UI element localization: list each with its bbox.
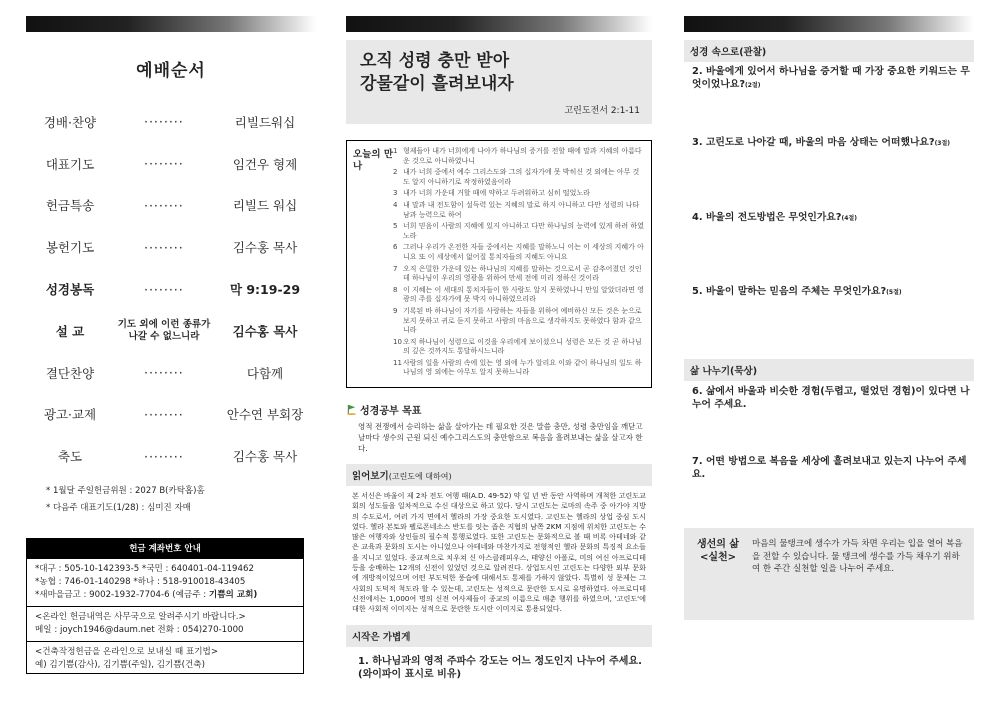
verse-text: 형제들아 내가 너희에게 나아가 하나님의 증거를 전할 때에 말과 지혜의 아름다운 것으로 아니하였나니 (403, 147, 642, 165)
verse-number: 9 (393, 306, 398, 315)
note-line: * 다음주 대표기도(1/28) : 심미진 자매 (46, 503, 191, 514)
verse-text: 이 지혜는 이 세대의 통치자들이 한 사람도 알지 못하였나니 만일 알았더라면 영광의 주를 십자가에 못 박지 아니하였으리라 (403, 285, 644, 304)
order-person: 임건우 형제 (232, 156, 298, 172)
order-role: 결단찬양 (45, 365, 95, 381)
building-offering-info (27, 641, 303, 676)
order-role: 성경봉독 (45, 282, 95, 298)
verse-number: 11 (393, 358, 402, 367)
order-dots: ⋅⋅⋅⋅⋅⋅⋅⋅ (144, 197, 184, 213)
verse-item (393, 307, 645, 336)
building-offering-title: <건축작정헌금을 온라인으로 보내실 때 표기법> (35, 647, 219, 657)
study-goal-title: 성경공부 목표 (360, 406, 422, 417)
practice-box (684, 528, 974, 620)
order-role: 헌금특송 (45, 198, 95, 214)
verse-number: 6 (393, 243, 398, 252)
verse-text: 그러나 우리가 온전한 자들 중에서는 지혜를 말하노니 이는 이 세상의 지혜가 아니요 또 이 세상에서 없어질 통치자들의 지혜도 아니요 (403, 243, 644, 261)
verse-item (393, 243, 645, 262)
order-row (26, 435, 316, 477)
verse-item (393, 189, 645, 199)
order-person: 김수홍 목사 (232, 323, 298, 339)
start-heading: 시작은 가볍게 (346, 625, 652, 647)
header-gradient-bar (26, 16, 316, 32)
order-role: 경배·찬양 (43, 114, 97, 130)
offering-account-header: 헌금 계좌번호 안내 (27, 539, 303, 559)
order-role: 광고·교제 (43, 407, 97, 423)
question-6: 6. 삶에서 바울과 비슷한 경험(두렵고, 떨었던 경험)이 있다면 나누어 주세요. (692, 386, 970, 410)
verse-number: 7 (393, 264, 398, 273)
order-row (26, 185, 316, 227)
sermon-title-panel (346, 40, 652, 124)
sermon-title-line-2: 강물같이 흘려보내자 (360, 74, 514, 94)
account-line: *대구 : 505-10-142393-5 *국민 : 640401-04-119462 (35, 564, 254, 574)
account-line: *농협 : 746-01-140298 *하나 : 518-910018-43405 (35, 577, 246, 587)
practice-label: 생선의 삶 <실천> (696, 539, 740, 563)
study-goal-heading (346, 402, 652, 417)
online-offering-contact: 메일 : joych1946@daum.net 전화 : 054)270-1000 (35, 625, 244, 635)
verse-text: 내가 너희 가운데 거할 때에 약하고 두려워하고 심히 떨었노라 (403, 189, 590, 198)
verse-number: 1 (393, 147, 398, 155)
verse-number: 10 (393, 337, 402, 346)
order-dots: ⋅⋅⋅⋅⋅⋅⋅⋅ (144, 406, 184, 422)
verse-item (393, 338, 645, 357)
practice-text: 마음의 물탱크에 생수가 가득 차면 우리는 입을 열어 복음을 전할 수 있습니다. 물 탱크에 생수를 가득 채우기 위하여 한 주간 실천할 일을 나누어 주세요. (752, 539, 963, 574)
order-dots: ⋅⋅⋅⋅⋅⋅⋅⋅ (144, 156, 184, 172)
order-role: 설 교 (55, 323, 85, 339)
online-offering-title: <온라인 헌금내역은 사무국으로 알려주시기 바랍니다.> (35, 612, 246, 622)
notes (26, 483, 316, 517)
questions-column (684, 0, 974, 707)
order-person: 리빌드 워십 (232, 198, 298, 214)
study-goal-text: 영적 전쟁에서 승리하는 삶을 살아가는 데 필요한 것은 말씀 충만, 성령 충만임을 깨닫고 날마다 생수의 근원 되신 예수그리스도의 충만함으로 복음을 흘려보내는 삶을 살고자 한다. (358, 422, 643, 453)
verse-number: 5 (393, 222, 398, 231)
verse-text: 사람의 일을 사람의 속에 있는 영 외에 누가 알리요 이와 같이 하나님의 일도 하나님의 영 외에는 아무도 알지 못하느니라 (403, 358, 642, 377)
observe-heading: 성경 속으로(관찰) (684, 40, 974, 62)
verse-text: 너희 믿음이 사람의 지혜에 있지 아니하고 다만 하나님의 능력에 있게 하려 하였노라 (403, 222, 644, 240)
sermon-column (346, 0, 652, 707)
order-person: 막 9:19-29 (229, 282, 301, 298)
order-person: 김수홍 목사 (232, 240, 298, 256)
question-1: 1. 하나님과의 영적 주파수 강도는 어느 정도인지 나누어 주세요. (와이파이 표시로 비유) (358, 655, 642, 680)
verse-item (393, 168, 645, 187)
question-7: 7. 어떤 방법으로 복음을 세상에 흘려보내고 있는지 나누어 주세요. (692, 456, 967, 480)
order-row (26, 394, 316, 436)
order-role: 대표기도 (45, 156, 95, 172)
order-row (26, 101, 316, 143)
question-4: 4. 바울의 전도방법은 무엇인가요?(4절) (692, 212, 857, 223)
order-row (26, 268, 316, 310)
reading-heading (346, 464, 652, 486)
todays-manna-box (346, 140, 652, 388)
order-dots: ⋅⋅⋅⋅⋅⋅⋅⋅ (144, 239, 184, 255)
verse-list (393, 147, 645, 381)
order-dots: ⋅⋅⋅⋅⋅⋅⋅⋅ (144, 448, 184, 464)
online-offering-info (27, 606, 303, 641)
verse-text: 내 말과 내 전도함이 설득력 있는 지혜의 말로 하지 아니하고 다만 성령의 나타남과 능력으로 하여 (403, 200, 640, 219)
question-3: 3. 고린도로 나아갈 때, 바울의 마음 상태는 어떠했나요?(3절) (692, 137, 951, 148)
header-gradient-bar (684, 16, 974, 32)
order-person: 김수홍 목사 (232, 449, 298, 465)
account-holder: 기쁨의 교회) (208, 590, 258, 600)
verse-number: 4 (393, 200, 398, 209)
verse-item (393, 201, 645, 220)
verse-item (393, 147, 645, 166)
question-5: 5. 바울이 말하는 믿음의 주체는 무엇인가요?(5절) (692, 286, 902, 297)
order-person: 리빌드워십 (234, 114, 296, 130)
verse-item (393, 286, 645, 305)
sermon-title-line-1: 오직 성령 충만 받아 (360, 51, 510, 71)
header-gradient-bar (346, 16, 652, 32)
question-2: 2. 바울에게 있어서 하나님을 증거할 때 가장 중요한 키워드는 무엇이었나요?(2절) (692, 66, 970, 90)
building-offering-example: 예) 김기쁨(감사), 김기쁨(주일), 김기쁨(건축) (35, 660, 205, 670)
flag-icon (346, 404, 357, 415)
reading-subtitle: (고린도에 대하여) (388, 472, 452, 481)
order-person: 다함께 (246, 365, 284, 381)
verse-text: 오직 은밀한 가운데 있는 하나님의 지혜를 말하는 것으로서 곧 감추어졌던 것인데 하나님이 우리의 영광을 위하여 만세 전에 미리 정하신 것이라 (403, 264, 642, 283)
order-row (26, 143, 316, 185)
order-dots: ⋅⋅⋅⋅⋅⋅⋅⋅ (144, 365, 184, 381)
worship-order-list (26, 101, 316, 477)
order-dots: ⋅⋅⋅⋅⋅⋅⋅⋅ (144, 114, 184, 130)
reading-text: 본 서신은 바울이 제 2차 전도 여행 때(A.D. 49-52) 약 일 년 반 동안 사역하며 개척한 고린도교회의 성도들을 일차적으로 수신 대상으로 하고 있다. 당시 고린도는 로마의 속주 중 아가야 지방의 수도로서, 여러 가지 면에서 헬라의 가장 중요한 도시였다. 고린도는 헬라의 상업 중심 도시였다. 헬라 본토와 펠로폰네소스 반도를 잇는 좁은 지협의 남쪽 2KM 지점에 위치한 고린도는 수많은 여행자와 상인들의 필수적 통행로였다. 또한 고린도는 문화적으로 볼 때 비록 아테네와 같은 교육과 문화의 도시는 아니었으나 아테네와 마찬가지로 전형적인 헬라 문화의 특징적 요소들을 지니고 있었다. 종교적으로 치우쳐 신 아스클레피우스, 태양신 아폴로, 미의 여신 아프로디테 등을 숭배하는 12개의 신전이 있었던 것으로 알려진다. 상업도시인 고린도는 다양한 외부 문화에 개방적이었으며 어떤 부도덕한 풍습에 대해서도 통제를 가하지 않았다. 특별히 성 문제는 그 사회의 도덕적 척도라 할 수 있는데, 고린도는 성적으로 문란한 도시로 유명하였다. 아프로디테 신전에서는 1,000여 명의 신전 여사제들이 종교의 이름으로 매춘 행위를 하였으며, '고린도'에 대한 사회적 이미지는 성적으로 문란한 도시란 이미지로 통용되었다. (352, 491, 646, 614)
scripture-reference: 고린도전서 2:1-11 (564, 106, 640, 116)
verse-number: 8 (393, 285, 398, 294)
note-line: * 1월달 주일헌금위원 : 2027 B(카탁홉)홈 (46, 486, 205, 497)
todays-manna-label: 오늘의 만나 (353, 149, 394, 172)
verse-number: 3 (393, 189, 398, 198)
verse-text: 기록된 바 하나님이 자기를 사랑하는 자들을 위하여 예비하신 모든 것은 눈으로 보지 못하고 귀로 듣지 못하고 사람의 마음으로 생각하지도 못하였다 함과 같으니라 (403, 306, 642, 335)
order-row (26, 352, 316, 394)
verse-item (393, 359, 645, 378)
verse-number: 2 (393, 168, 398, 177)
reading-title: 읽어보기 (352, 471, 389, 482)
order-role: 봉헌기도 (45, 240, 95, 256)
share-heading: 삶 나누기(묵상) (684, 359, 974, 381)
order-dots: ⋅⋅⋅⋅⋅⋅⋅⋅ (144, 281, 184, 297)
verse-item (393, 222, 645, 241)
worship-order-column (26, 0, 316, 707)
order-person: 안수연 부회장 (226, 407, 304, 423)
order-role: 축도 (57, 449, 83, 465)
account-line: *새마을금고 : 9002-1932-7704-6 (예금주 : 기쁨의 교회) (35, 590, 258, 600)
account-list (27, 559, 303, 606)
verse-item (393, 265, 645, 284)
sermon-title: 기도 외에 이런 종류가 나갈 수 없느니라 (117, 318, 211, 342)
worship-order-title: 예배순서 (136, 61, 206, 81)
order-row (26, 226, 316, 268)
order-row (26, 310, 316, 352)
verse-text: 내가 너희 중에서 예수 그리스도와 그의 십자가에 못 박히신 것 외에는 아무 것도 알지 아니하기로 작정하였음이라 (403, 168, 640, 186)
verse-text: 오직 하나님이 성령으로 이것을 우리에게 보이셨으니 성령은 모든 것 곧 하나님의 깊은 것까지도 통달하시느니라 (403, 337, 642, 356)
offering-account-box (26, 538, 304, 674)
